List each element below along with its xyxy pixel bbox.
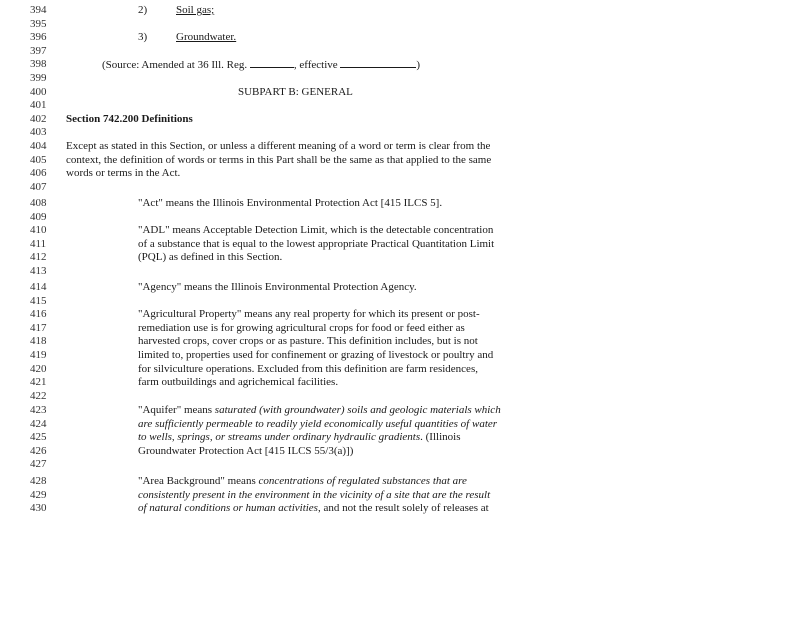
- line-number: 402: [30, 112, 47, 125]
- line-number: 411: [30, 237, 47, 250]
- definition-text: "Agency" means the Illinois Environmental Protection Agency.: [138, 281, 417, 293]
- line-number: 395: [30, 17, 47, 30]
- line-number: 399: [30, 72, 47, 84]
- definition-term: "Aquifer" means: [138, 404, 215, 416]
- line-number: 415: [30, 294, 47, 307]
- doc-line: [0, 72, 800, 86]
- line-number: 394: [30, 4, 47, 16]
- doc-line: [0, 86, 800, 100]
- line-number: 420: [30, 362, 47, 375]
- blank-field: [340, 58, 416, 68]
- line-number: 427: [30, 458, 47, 471]
- definition-text: for silviculture operations. Excluded from this definition are farm residences,: [138, 362, 478, 375]
- doc-line: [0, 418, 800, 432]
- doc-line: [0, 404, 800, 418]
- definition-text: "Act" means the Illinois Environmental Protection Act [415 ILCS 5].: [138, 197, 443, 209]
- doc-line: [0, 308, 800, 322]
- line-number: 419: [30, 349, 47, 361]
- line-number: 429: [30, 488, 47, 501]
- line-number: 410: [30, 224, 47, 237]
- doc-line: [0, 431, 800, 445]
- statutory-quote: of natural conditions or human activities: [138, 502, 318, 515]
- doc-line: [0, 18, 800, 32]
- definition-text: remediation use is for growing agricultural crops for food or feed either as: [138, 321, 465, 334]
- doc-line: [0, 45, 800, 59]
- subpart-heading: SUBPART B: GENERAL: [238, 85, 353, 98]
- line-number: 407: [30, 180, 47, 193]
- line-number: 422: [30, 389, 47, 402]
- definition-text: [138, 475, 467, 489]
- list-item-text: Soil gas;: [176, 4, 215, 16]
- source-note-mid: , effective: [293, 59, 338, 72]
- doc-line: [0, 224, 800, 238]
- doc-line: [0, 376, 800, 390]
- doc-line: [0, 181, 800, 195]
- doc-line: [0, 140, 800, 154]
- line-number: 426: [30, 444, 47, 457]
- definition-text: "ADL" means Acceptable Detection Limit, which is the detectable concentration: [138, 224, 494, 237]
- body-text: Except as stated in this Section, or unless a different meaning of a word or term is clear from the: [66, 140, 491, 152]
- doc-line: [0, 4, 800, 18]
- line-number: 404: [30, 140, 47, 152]
- line-number: 405: [30, 153, 47, 166]
- statutory-quote: to wells, springs, or streams under ordinary hydraulic gradients: [138, 431, 421, 444]
- line-number: 409: [30, 210, 47, 223]
- doc-line: [0, 445, 800, 459]
- line-number: 417: [30, 321, 47, 334]
- line-number: 398: [30, 58, 47, 71]
- doc-line: [0, 390, 800, 404]
- doc-line: [0, 265, 800, 279]
- doc-line: [0, 126, 800, 140]
- body-text: context, the definition of words or terms in this Part shall be the same as that applied to the same: [66, 153, 492, 166]
- line-number: 430: [30, 502, 47, 515]
- definition-text: (PQL) as defined in this Section.: [138, 251, 283, 264]
- blank-field: [250, 58, 294, 68]
- line-number: 408: [30, 197, 47, 209]
- citation-text: Groundwater Protection Act [415 ILCS 55/3(a)]): [138, 444, 354, 457]
- source-note-prefix: (Source: Amended at 36 Ill. Reg.: [102, 59, 248, 72]
- definition-text: "Agricultural Property" means any real property for which its present or post-: [138, 308, 480, 321]
- doc-line: [0, 489, 800, 503]
- line-number: 397: [30, 44, 47, 57]
- doc-line: [0, 99, 800, 113]
- doc-line: [0, 197, 800, 211]
- doc-line: [0, 475, 800, 489]
- line-number: 403: [30, 126, 47, 139]
- doc-line: [0, 238, 800, 252]
- line-number: 425: [30, 431, 47, 444]
- doc-line: [0, 31, 800, 45]
- line-number: 406: [30, 167, 47, 180]
- line-number: 424: [30, 417, 47, 430]
- list-item-number: 2): [138, 4, 148, 16]
- doc-line: [0, 322, 800, 336]
- doc-line: [0, 211, 800, 225]
- definition-text: harvested crops, cover crops or as pasture. This definition includes, but is not: [138, 335, 478, 348]
- citation-text: . (Illinois: [420, 431, 461, 444]
- definition-text: [138, 431, 460, 445]
- body-text: words or terms in the Act.: [66, 167, 181, 180]
- line-number: 423: [30, 404, 47, 416]
- line-number: 414: [30, 281, 47, 293]
- body-text: , and not the result solely of releases at: [317, 502, 489, 515]
- definition-term: "Area Background" means: [138, 475, 259, 487]
- doc-line: [0, 458, 800, 472]
- line-number: 428: [30, 475, 47, 487]
- line-number: 396: [30, 31, 47, 44]
- doc-line: [0, 154, 800, 168]
- definition-text: limited to, properties used for confinement or grazing of livestock or poultry and: [138, 349, 494, 361]
- doc-line: [0, 295, 800, 309]
- list-item-text: Groundwater.: [176, 31, 237, 44]
- list-item-number: 3): [138, 31, 148, 44]
- line-number: 418: [30, 335, 47, 348]
- definition-text: of a substance that is equal to the lowest appropriate Practical Quantitation Limit: [138, 237, 495, 250]
- source-note: [102, 58, 420, 73]
- line-number: 412: [30, 251, 47, 264]
- source-note-suffix: ): [416, 59, 421, 72]
- doc-line: [0, 335, 800, 349]
- line-number: 413: [30, 265, 47, 277]
- doc-line: [0, 502, 800, 516]
- statutory-quote: are sufficiently permeable to readily yield economically useful quantities of water: [138, 417, 498, 430]
- section-heading: Section 742.200 Definitions: [66, 112, 193, 125]
- statutory-quote: concentrations of regulated substances that are: [258, 475, 467, 487]
- doc-line: [0, 167, 800, 181]
- doc-line: [0, 113, 800, 127]
- doc-line: [0, 349, 800, 363]
- doc-line: [0, 363, 800, 377]
- line-number: 421: [30, 376, 47, 389]
- definition-text: [138, 502, 489, 516]
- definition-text: farm outbuildings and agrichemical facilities.: [138, 376, 339, 389]
- doc-line: [0, 58, 800, 72]
- line-number: 401: [30, 99, 47, 112]
- definition-text: [138, 404, 501, 418]
- statutory-quote: consistently present in the environment in the vicinity of a site that are the result: [138, 488, 491, 501]
- statutory-quote: saturated (with groundwater) soils and geologic materials which: [214, 404, 501, 416]
- line-number: 400: [30, 85, 47, 98]
- line-number: 416: [30, 308, 47, 321]
- doc-line: [0, 251, 800, 265]
- doc-line: [0, 281, 800, 295]
